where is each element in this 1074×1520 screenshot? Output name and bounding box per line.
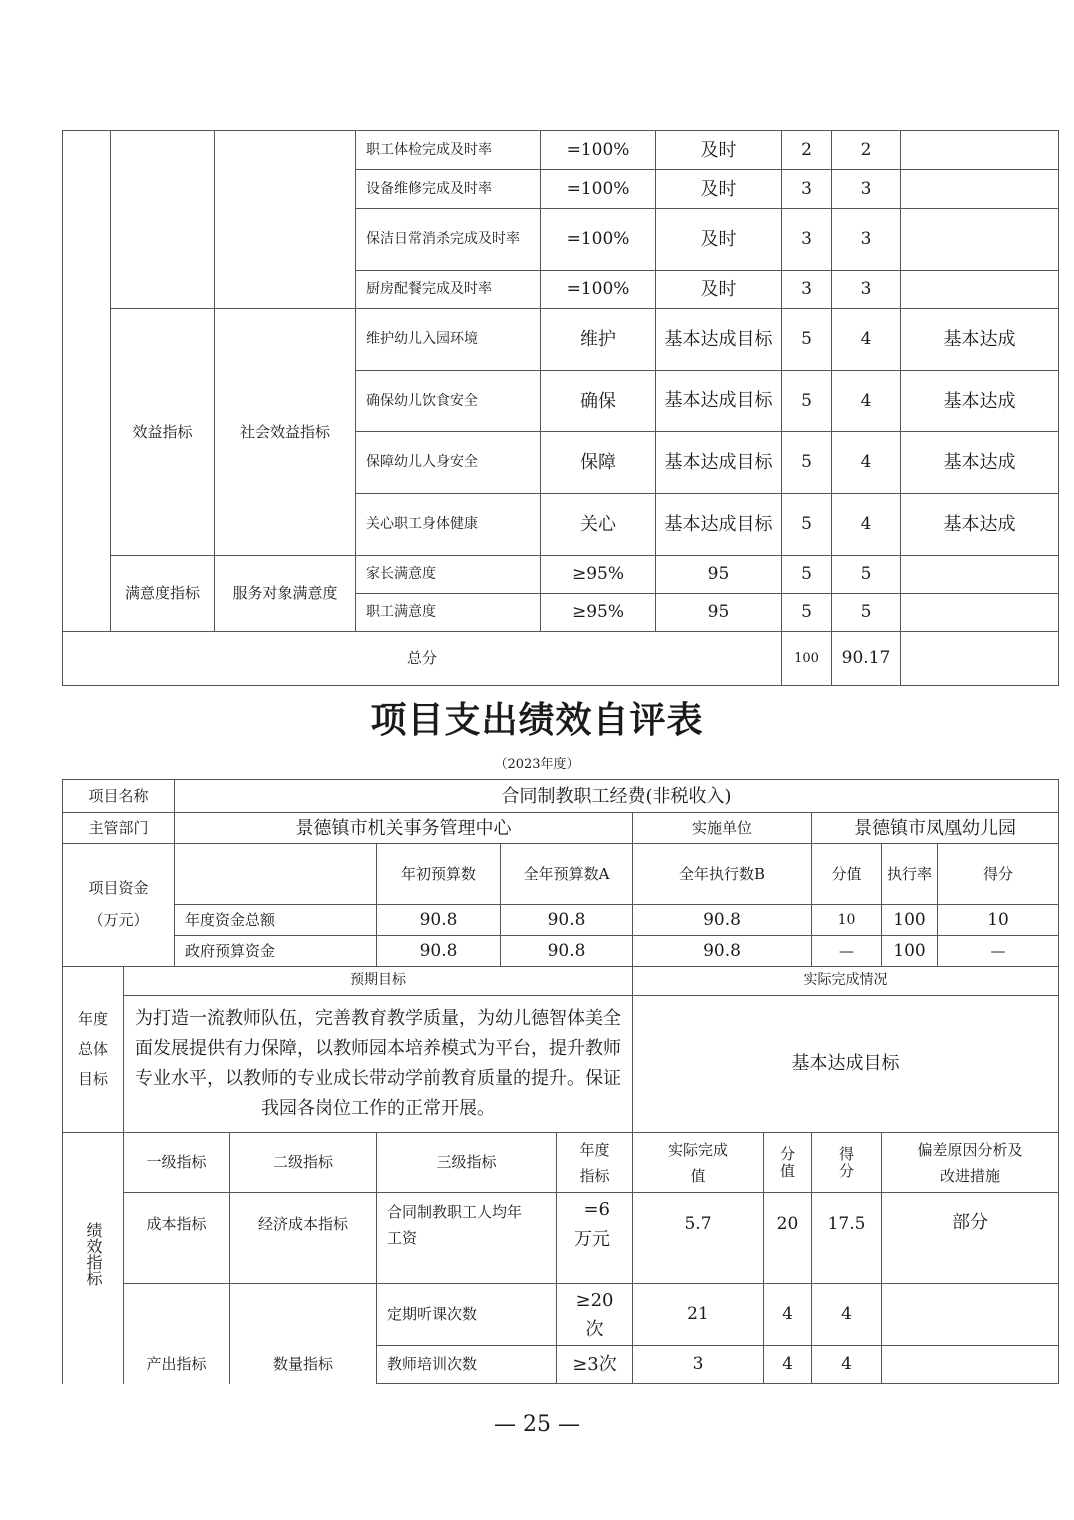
target-cell: 确保	[541, 371, 656, 432]
total-label: 总分	[63, 632, 782, 686]
goals-header-row	[63, 966, 1059, 995]
funds-annual: 90.8	[501, 905, 633, 936]
total-row	[63, 632, 1059, 686]
funds-label-line2: （万元）	[88, 911, 149, 929]
note-cell	[901, 271, 1059, 309]
funds-rate: 100	[882, 936, 938, 967]
indicator-cell: 家长满意度	[356, 556, 541, 594]
weight-cell: 5	[782, 309, 832, 371]
header-level2: 二级指标	[230, 1133, 377, 1193]
target-cell: ≥95%	[541, 556, 656, 594]
project-name-row	[63, 780, 1059, 813]
note-cell: 基本达成	[901, 432, 1059, 494]
actual-cell: 95	[656, 556, 782, 594]
score-cell: 5	[832, 594, 901, 632]
note-cell	[901, 594, 1059, 632]
dept-row	[63, 813, 1059, 844]
actual-cell: 及时	[656, 209, 782, 271]
output-weight: 4	[764, 1346, 812, 1384]
output-weight: 4	[764, 1284, 812, 1346]
table-row	[63, 309, 1059, 371]
indicator-cell: 保洁日常消杀完成及时率	[356, 209, 541, 271]
actual-cell: 基本达成目标	[656, 371, 782, 432]
indicators-label-text: 绩效指标	[84, 1221, 103, 1286]
output-analysis	[882, 1346, 1059, 1384]
funds-header: 得分	[938, 844, 1059, 905]
goals-table	[62, 966, 1059, 1133]
total-weight: 100	[782, 632, 832, 686]
category-cell	[63, 131, 111, 632]
expected-goal: 为打造一流教师队伍，完善教育教学质量，为幼儿德智体美全面发展提供有力保障，以教师园本培养模式为平台，提升教师专业水平，以教师的专业成长带动学前教育质量的提升。保证我园各岗位工作的正常开展。	[124, 995, 633, 1132]
output-level1: 产出指标	[124, 1284, 230, 1384]
funds-row-name: 年度资金总额	[175, 905, 377, 936]
cost-analysis: 部分	[882, 1193, 1059, 1284]
funds-annual: 90.8	[501, 936, 633, 967]
target-cell: 维护	[541, 309, 656, 371]
note-cell: 基本达成	[901, 494, 1059, 556]
indicators-header-row	[63, 1133, 1059, 1193]
score-cell: 2	[832, 131, 901, 170]
funds-label-line1: 项目资金	[88, 879, 149, 897]
actual-cell: 95	[656, 594, 782, 632]
header-level1: 一级指标	[124, 1133, 230, 1193]
target-cell: =100%	[541, 271, 656, 309]
weight-cell: 5	[782, 556, 832, 594]
target-cell: 关心	[541, 494, 656, 556]
cost-level2: 经济成本指标	[230, 1193, 377, 1284]
funds-initial: 90.8	[377, 905, 501, 936]
indicator-cell: 维护幼儿入园环境	[356, 309, 541, 371]
funds-header: 全年预算数A	[501, 844, 633, 905]
cost-indicator: 合同制教职工人均年工资	[377, 1193, 557, 1284]
weight-cell: 5	[782, 371, 832, 432]
actual-goal: 基本达成目标	[633, 995, 1059, 1132]
table-row	[63, 131, 1059, 170]
header-score: 得分	[812, 1133, 882, 1193]
level1-cell: 效益指标	[111, 309, 215, 556]
note-cell	[901, 556, 1059, 594]
note-cell	[901, 209, 1059, 271]
header-target: 年度指标	[557, 1133, 633, 1193]
indicators-label	[63, 1133, 124, 1384]
output-row	[63, 1284, 1059, 1346]
cost-row	[63, 1193, 1059, 1284]
score-cell: 5	[832, 556, 901, 594]
project-name-value: 合同制教职工经费(非税收入)	[175, 780, 1059, 813]
funds-label	[63, 844, 175, 967]
output-indicator: 定期听课次数	[377, 1284, 557, 1346]
project-name-label: 项目名称	[63, 780, 175, 813]
funds-executed: 90.8	[633, 905, 812, 936]
goals-content-row	[63, 995, 1059, 1132]
funds-header: 执行率	[882, 844, 938, 905]
total-score: 90.17	[832, 632, 901, 686]
header-actual: 实际完成值	[633, 1133, 764, 1193]
funds-row	[63, 936, 1059, 967]
output-analysis	[882, 1284, 1059, 1346]
weight-cell: 3	[782, 209, 832, 271]
target-cell: =100%	[541, 170, 656, 209]
actual-header: 实际完成情况	[633, 966, 1059, 995]
project-info-table	[62, 779, 1059, 967]
goals-label	[63, 966, 124, 1132]
indicator-cell: 保障幼儿人身安全	[356, 432, 541, 494]
level2-cell: 社会效益指标	[215, 309, 356, 556]
funds-score: —	[938, 936, 1059, 967]
target-cell: 保障	[541, 432, 656, 494]
cost-level1: 成本指标	[124, 1193, 230, 1284]
output-score: 4	[812, 1284, 882, 1346]
output-actual: 21	[633, 1284, 764, 1346]
score-cell: 4	[832, 371, 901, 432]
score-cell: 3	[832, 170, 901, 209]
level2-cell: 服务对象满意度	[215, 556, 356, 632]
cost-actual: 5.7	[633, 1193, 764, 1284]
output-indicator: 教师培训次数	[377, 1346, 557, 1384]
funds-score: 10	[938, 905, 1059, 936]
note-cell	[901, 170, 1059, 209]
funds-weight: 10	[812, 905, 882, 936]
impl-label: 实施单位	[633, 813, 812, 844]
page-number: — 25 —	[494, 1412, 580, 1437]
weight-cell: 3	[782, 170, 832, 209]
impl-value: 景德镇市凤凰幼儿园	[812, 813, 1059, 844]
dept-label: 主管部门	[63, 813, 175, 844]
output-actual: 3	[633, 1346, 764, 1384]
dept-value: 景德镇市机关事务管理中心	[175, 813, 633, 844]
note-cell: 基本达成	[901, 371, 1059, 432]
form-year: （2023年度）	[494, 757, 580, 772]
goals-label-text: 年度总体目标	[77, 1009, 108, 1088]
indicator-cell: 确保幼儿饮食安全	[356, 371, 541, 432]
indicator-cell: 职工体检完成及时率	[356, 131, 541, 170]
score-cell: 4	[832, 432, 901, 494]
actual-cell: 基本达成目标	[656, 309, 782, 371]
indicator-cell: 设备维修完成及时率	[356, 170, 541, 209]
weight-cell: 3	[782, 271, 832, 309]
cost-score: 17.5	[812, 1193, 882, 1284]
output-target: ≥3次	[557, 1346, 633, 1384]
target-cell: ≥95%	[541, 594, 656, 632]
funds-header-row	[63, 844, 1059, 905]
funds-weight: —	[812, 936, 882, 967]
header-weight: 分值	[764, 1133, 812, 1193]
target-cell: =100%	[541, 131, 656, 170]
score-cell: 4	[832, 309, 901, 371]
expected-header: 预期目标	[124, 966, 633, 995]
weight-cell: 5	[782, 494, 832, 556]
header-level3: 三级指标	[377, 1133, 557, 1193]
funds-header: 全年执行数B	[633, 844, 812, 905]
actual-cell: 基本达成目标	[656, 494, 782, 556]
weight-cell: 5	[782, 432, 832, 494]
actual-cell: 及时	[656, 131, 782, 170]
funds-executed: 90.8	[633, 936, 812, 967]
funds-row-name: 政府预算资金	[175, 936, 377, 967]
cost-weight: 20	[764, 1193, 812, 1284]
total-note	[901, 632, 1059, 686]
level1-cell	[111, 131, 215, 309]
indicator-cell: 厨房配餐完成及时率	[356, 271, 541, 309]
note-cell: 基本达成	[901, 309, 1059, 371]
note-cell	[901, 131, 1059, 170]
score-cell: 3	[832, 209, 901, 271]
output-level2: 数量指标	[230, 1284, 377, 1384]
actual-cell: 及时	[656, 170, 782, 209]
target-cell: =100%	[541, 209, 656, 271]
output-score: 4	[812, 1346, 882, 1384]
weight-cell: 2	[782, 131, 832, 170]
form-title: 项目支出绩效自评表	[370, 700, 704, 741]
weight-cell: 5	[782, 594, 832, 632]
funds-header: 分值	[812, 844, 882, 905]
funds-rate: 100	[882, 905, 938, 936]
actual-cell: 及时	[656, 271, 782, 309]
score-cell: 3	[832, 271, 901, 309]
score-cell: 4	[832, 494, 901, 556]
funds-header: 年初预算数	[377, 844, 501, 905]
output-target: ≥20次	[557, 1284, 633, 1346]
header-analysis: 偏差原因分析及改进措施	[882, 1133, 1059, 1193]
table-row	[63, 556, 1059, 594]
funds-blank-header	[175, 844, 377, 905]
actual-cell: 基本达成目标	[656, 432, 782, 494]
cost-target: =6万元	[557, 1193, 633, 1284]
upper-performance-table	[62, 130, 1059, 686]
funds-initial: 90.8	[377, 936, 501, 967]
indicator-cell: 关心职工身体健康	[356, 494, 541, 556]
level2-cell	[215, 131, 356, 309]
level1-cell: 满意度指标	[111, 556, 215, 632]
indicators-table	[62, 1132, 1059, 1384]
funds-row	[63, 905, 1059, 936]
indicator-cell: 职工满意度	[356, 594, 541, 632]
